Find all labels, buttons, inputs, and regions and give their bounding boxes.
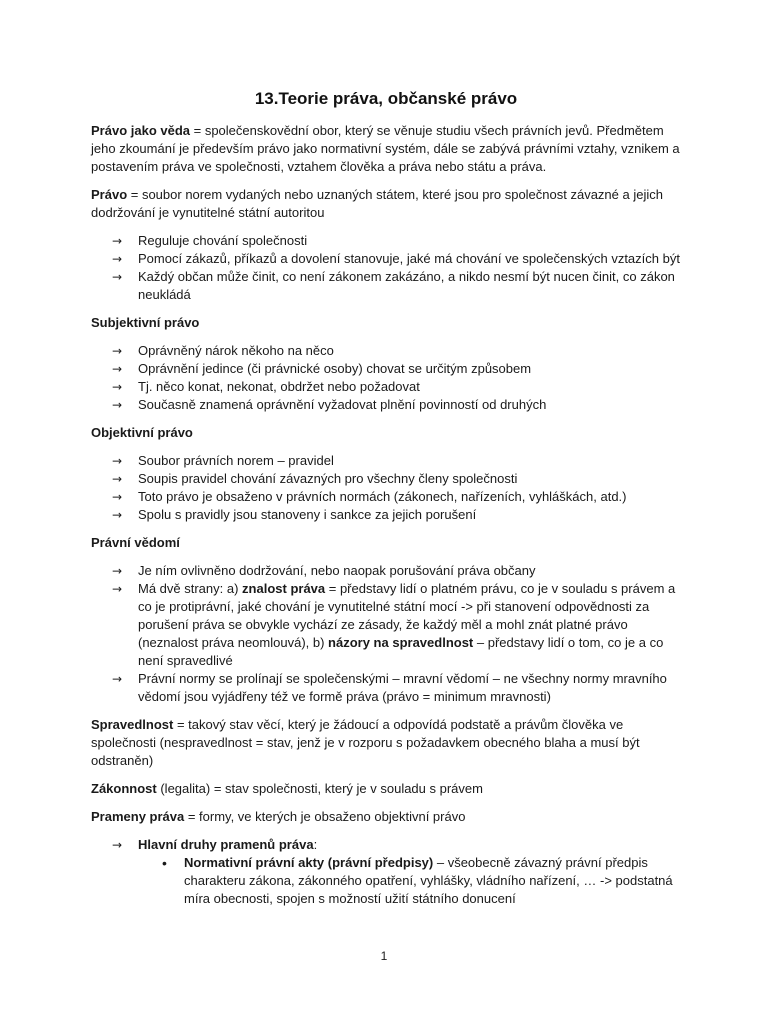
list-item: → Spolu s pravidly jsou stanoveny i sankce za jejich porušení [112, 507, 477, 522]
arrow-icon: → [112, 234, 123, 248]
definition: = společenskovědní obor, který se věnuje studiu všech právních jevů. Předmětem jeho zkoumání je především právo jako normativní systém, dále se zabývá právními vztahy, vznikem a postavením práva ve společnosti, vztahem člověka a práva nebo státu a práva. [91, 123, 680, 174]
list-item: → Má dvě strany: a) znalost práva = představy lidí o platném právu, co je v souladu s právem a co je protiprávní, jaké chování je vynutitelné státní mocí -> při stanovení odpovědnosti za porušení práva se obvykle vychází ze zásady, že každý měl a mohl znát platné právo (neznalost práva neomlouvá), b) názory na spravedlnost – představy lidí o tom, co je a co není spravedlivé [112, 581, 676, 668]
arrow-icon: → [112, 362, 123, 376]
list-pravo [91, 232, 681, 304]
page-title: 13.Teorie práva, občanské právo [254, 89, 518, 108]
list-item: → Tj. něco konat, nekonat, obdržet nebo požadovat [112, 379, 420, 394]
list-subjektivni [91, 342, 681, 414]
term: Prameny práva [91, 809, 185, 824]
term: Zákonnost [91, 781, 157, 796]
definition: = soubor norem vydaných nebo uznaných státem, které jsou pro společnost závazné a jejich dodržování je vynutitelné státní autoritou [91, 187, 663, 220]
document-page [91, 88, 681, 918]
arrow-icon: → [112, 838, 123, 852]
arrow-icon: → [112, 454, 123, 468]
definition: (legalita) = stav společnosti, který je v souladu s právem [156, 781, 483, 796]
page-number: 1 [380, 949, 388, 963]
paragraph-zakonnost [91, 780, 681, 798]
arrow-icon: → [112, 490, 123, 504]
list-item: → Reguluje chování společnosti [112, 233, 308, 248]
list-item: → Soupis pravidel chování závazných pro všechny členy společnosti [112, 471, 518, 486]
list-item: → Oprávnění jedince (či právnické osoby) chovat se určitým způsobem [112, 361, 532, 376]
list-item: → Toto právo je obsaženo v právních normách (zákonech, nařízeních, vyhláškách, atd.) [112, 489, 627, 504]
paragraph-pravo [91, 186, 681, 222]
list-item: → Současně znamená oprávnění vyžadovat plnění povinností od druhých [112, 397, 547, 412]
heading-pravni-vedomi: Právní vědomí [91, 535, 180, 550]
arrow-icon: → [112, 582, 123, 596]
list-prameny [91, 836, 681, 908]
list-item: → Každý občan může činit, co není zákonem zakázáno, a nikdo nesmí být nucen činit, co zákon neukládá [112, 269, 675, 302]
arrow-icon: → [112, 472, 123, 486]
paragraph-prameny-prava [91, 808, 681, 826]
arrow-icon: → [112, 270, 123, 284]
arrow-icon: → [112, 344, 123, 358]
list-objektivni [91, 452, 681, 524]
arrow-icon: → [112, 380, 123, 394]
term: Právo [91, 187, 128, 202]
term: Právo jako věda [91, 123, 190, 138]
list-item: → Soubor právních norem – pravidel [112, 453, 334, 468]
list-item: → Pomocí zákazů, příkazů a dovolení stanovuje, jaké má chování ve společenských vztazích být [112, 251, 680, 266]
heading-subjektivni-pravo: Subjektivní právo [91, 315, 200, 330]
arrow-icon: → [112, 398, 123, 412]
arrow-icon: → [112, 672, 123, 686]
arrow-icon: → [112, 252, 123, 266]
list-item: → Oprávněný nárok někoho na něco [112, 343, 334, 358]
list-item: → Je ním ovlivněno dodržování, nebo naopak porušování práva občany [112, 563, 536, 578]
heading-objektivni-pravo: Objektivní právo [91, 425, 193, 440]
paragraph-pravo-jako-veda [91, 122, 681, 176]
definition: = formy, ve kterých je obsaženo objektivní právo [184, 809, 466, 824]
sublist-prameny [138, 854, 681, 908]
list-item: • Normativní právní akty (právní předpisy) – všeobecně závazný právní předpis charakteru zákona, zákonného opatření, vyhlášky, vládního nařízení, … -> podstatná míra obecnosti, spojen s možností užití státního donucení [162, 855, 673, 906]
arrow-icon: → [112, 508, 123, 522]
paragraph-spravedlnost [91, 716, 681, 770]
list-item: → Hlavní druhy pramenů práva: • Normativní právní akty (právní předpisy) – všeobecně závazný právní předpis charakteru zákona, zákonného opatření, vyhlášky, vládního nařízení, … -> podstatná míra obecnosti, spojen s možností užití státního donucení [91, 836, 681, 908]
bullet-icon: • [162, 855, 167, 871]
list-item: → Právní normy se prolínají se společenskými – mravní vědomí – ne všechny normy mravního vědomí jsou vyjádřeny též ve formě práva (právo = minimum mravnosti) [112, 671, 667, 704]
definition: = takový stav věcí, který je žádoucí a odpovídá podstatě a právům člověka ve společnosti (nespravedlnost = stav, jenž je v rozporu s požadavkem obecného blaha a musí být odstraněn) [91, 717, 640, 768]
list-vedomi [91, 562, 681, 706]
term: Spravedlnost [91, 717, 174, 732]
arrow-icon: → [112, 564, 123, 578]
